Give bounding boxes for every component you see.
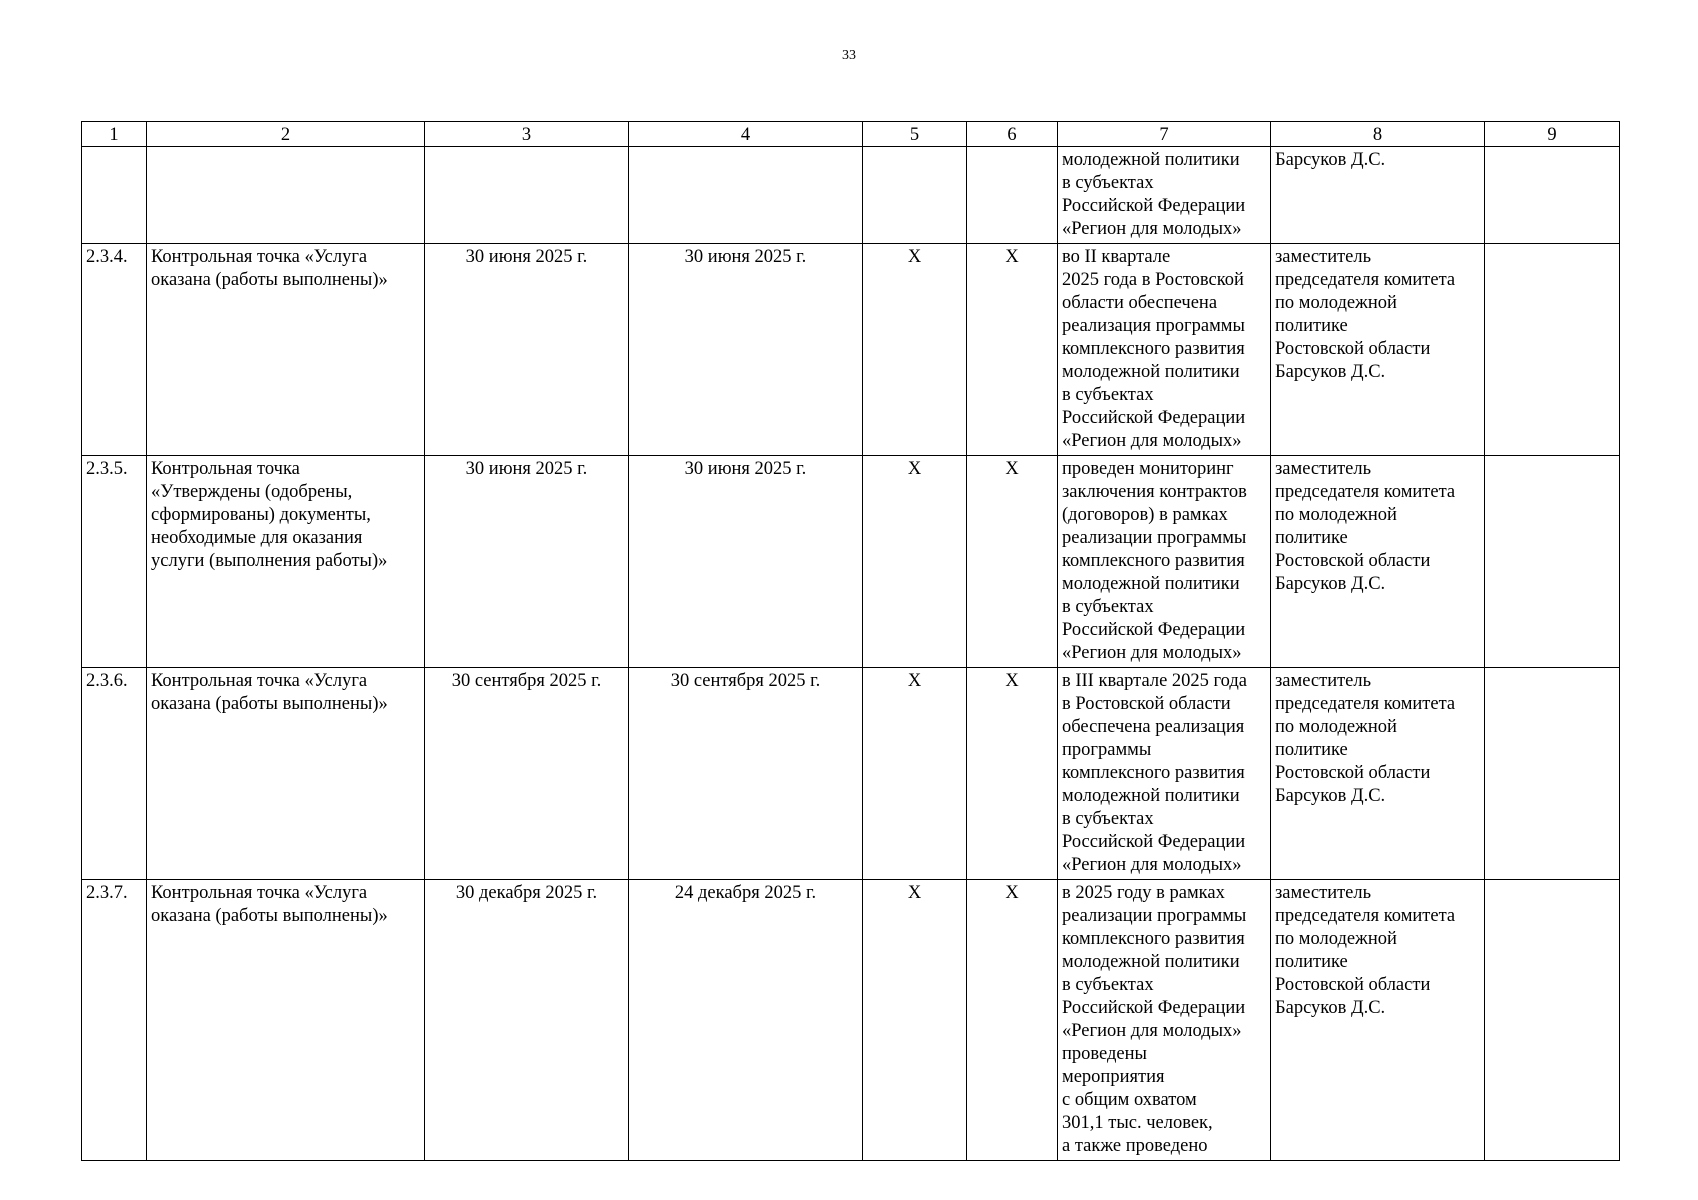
cell-line: Российской Федерации (1062, 832, 1246, 852)
responsible-cell (1271, 244, 1485, 456)
cell-line: (договоров) в рамках (1062, 505, 1228, 525)
cell-line: Контрольная точка «Услуга (151, 247, 368, 267)
cell-line: политике (1275, 952, 1348, 972)
cell-line: обеспечена реализация (1062, 717, 1245, 737)
cell-line: в 2025 году в рамках (1062, 883, 1225, 903)
table-row (82, 880, 1620, 1161)
cell-line: комплексного развития (1062, 763, 1245, 783)
plan-date-cell (425, 147, 629, 244)
cell-text: X (1005, 247, 1019, 267)
fact-date-cell (629, 668, 863, 880)
column-6-cell (967, 668, 1058, 880)
row-number-cell (82, 880, 147, 1161)
column-9-cell (1485, 147, 1620, 244)
cell-line: Ростовской области (1275, 763, 1431, 783)
cell-line: «Регион для молодых» (1062, 431, 1242, 451)
cell-line: проведены (1062, 1044, 1147, 1064)
cell-text: X (907, 247, 922, 267)
cell-line: Барсуков Д.С. (1275, 998, 1386, 1018)
cell-line: молодежной политики (1062, 786, 1240, 806)
column-header-5: 5 (863, 122, 967, 147)
fact-date-cell (629, 147, 863, 244)
cell-line: молодежной политики (1062, 952, 1240, 972)
cell-text: X (1005, 671, 1019, 691)
cell-line: 2025 года в Ростовской (1062, 270, 1244, 290)
column-9-cell (1485, 880, 1620, 1161)
header-row (82, 122, 1620, 147)
cell-line: Барсуков Д.С. (1275, 150, 1386, 170)
cell-line: политике (1275, 316, 1348, 336)
cell-line: сформированы) документы, (151, 505, 371, 525)
responsible-cell (1271, 456, 1485, 668)
cell-line: Контрольная точка (151, 459, 300, 479)
cell-line: Барсуков Д.С. (1275, 574, 1386, 594)
cell-line: по молодежной (1275, 929, 1397, 949)
cell-line: Ростовской области (1275, 551, 1431, 571)
cell-line: а также проведено (1062, 1136, 1208, 1156)
event-name-cell (147, 668, 425, 880)
result-cell (1058, 244, 1271, 456)
cell-line: Контрольная точка «Услуга (151, 883, 368, 903)
cell-line: «Регион для молодых» (1062, 643, 1242, 663)
cell-line: политике (1275, 740, 1348, 760)
cell-text: X (1005, 459, 1019, 479)
column-header-8: 8 (1271, 122, 1485, 147)
cell-text: 30 июня 2025 г. (465, 459, 588, 479)
cell-line: реализации программы (1062, 906, 1247, 926)
column-9-cell (1485, 456, 1620, 668)
plan-date-cell (425, 456, 629, 668)
cell-line: председателя комитета (1275, 906, 1456, 926)
cell-line: Ростовской области (1275, 339, 1431, 359)
cell-text: 30 сентября 2025 г. (670, 671, 821, 691)
cell-text: 2.3.4. (86, 247, 128, 267)
column-5-cell (863, 147, 967, 244)
cell-line: программы (1062, 740, 1152, 760)
cell-line: комплексного развития (1062, 339, 1245, 359)
plan-date-cell (425, 668, 629, 880)
cell-line: в субъектах (1062, 173, 1154, 193)
cell-line: Барсуков Д.С. (1275, 786, 1386, 806)
cell-line: по молодежной (1275, 293, 1397, 313)
fact-date-cell (629, 456, 863, 668)
column-header-2: 2 (147, 122, 425, 147)
cell-text: 30 июня 2025 г. (465, 247, 588, 267)
cell-line: во II квартале (1062, 247, 1171, 267)
cell-text: 2.3.5. (86, 459, 128, 479)
column-6-cell (967, 244, 1058, 456)
column-header-1: 1 (82, 122, 147, 147)
column-6-cell (967, 880, 1058, 1161)
event-name-cell (147, 244, 425, 456)
cell-text: 2.3.7. (86, 883, 128, 903)
cell-line: «Регион для молодых» (1062, 855, 1242, 875)
cell-line: комплексного развития (1062, 551, 1245, 571)
row-number-cell (82, 147, 147, 244)
cell-text: 30 декабря 2025 г. (455, 883, 598, 903)
cell-text: X (907, 883, 922, 903)
cell-text: 24 декабря 2025 г. (674, 883, 817, 903)
cell-line: с общим охватом (1062, 1090, 1197, 1110)
cell-line: «Утверждены (одобрены, (151, 482, 353, 502)
cell-line: комплексного развития (1062, 929, 1245, 949)
cell-line: в Ростовской области (1062, 694, 1231, 714)
column-5-cell (863, 668, 967, 880)
table-row (82, 147, 1620, 244)
responsible-cell (1271, 880, 1485, 1161)
event-name-cell (147, 880, 425, 1161)
cell-text: X (907, 671, 922, 691)
plan-date-cell (425, 880, 629, 1161)
fact-date-cell (629, 244, 863, 456)
cell-line: необходимые для оказания (151, 528, 363, 548)
cell-line: в субъектах (1062, 975, 1154, 995)
cell-line: реализации программы (1062, 528, 1247, 548)
cell-line: 301,1 тыс. человек, (1062, 1113, 1213, 1133)
column-5-cell (863, 880, 967, 1161)
cell-line: в субъектах (1062, 597, 1154, 617)
cell-line: проведен мониторинг (1062, 459, 1234, 479)
column-9-cell (1485, 244, 1620, 456)
cell-text: 30 июня 2025 г. (684, 247, 807, 267)
cell-line: оказана (работы выполнены)» (151, 906, 388, 926)
cell-line: оказана (работы выполнены)» (151, 270, 388, 290)
responsible-cell (1271, 668, 1485, 880)
cell-line: Барсуков Д.С. (1275, 362, 1386, 382)
cell-line: председателя комитета (1275, 694, 1456, 714)
row-number-cell (82, 244, 147, 456)
result-cell (1058, 147, 1271, 244)
cell-line: по молодежной (1275, 505, 1397, 525)
cell-line: по молодежной (1275, 717, 1397, 737)
page-number: 33 (842, 48, 856, 63)
report-table (81, 121, 1620, 1161)
column-header-4: 4 (629, 122, 863, 147)
column-5-cell (863, 244, 967, 456)
cell-text: X (1005, 883, 1019, 903)
column-header-7: 7 (1058, 122, 1271, 147)
column-6-cell (967, 147, 1058, 244)
cell-line: заместитель (1275, 247, 1372, 267)
table-row (82, 244, 1620, 456)
cell-text: X (907, 459, 922, 479)
table-row (82, 668, 1620, 880)
cell-text: 2.3.6. (86, 671, 128, 691)
cell-line: Российской Федерации (1062, 998, 1246, 1018)
cell-line: области обеспечена (1062, 293, 1218, 313)
cell-line: Российской Федерации (1062, 196, 1246, 216)
cell-line: заключения контрактов (1062, 482, 1247, 502)
responsible-cell (1271, 147, 1485, 244)
column-5-cell (863, 456, 967, 668)
cell-line: Контрольная точка «Услуга (151, 671, 368, 691)
column-header-9: 9 (1485, 122, 1620, 147)
cell-line: председателя комитета (1275, 270, 1456, 290)
row-number-cell (82, 456, 147, 668)
fact-date-cell (629, 880, 863, 1161)
column-6-cell (967, 456, 1058, 668)
cell-line: заместитель (1275, 459, 1372, 479)
cell-line: заместитель (1275, 883, 1372, 903)
cell-line: молодежной политики (1062, 362, 1240, 382)
cell-line: мероприятия (1062, 1067, 1165, 1087)
cell-line: Ростовской области (1275, 975, 1431, 995)
cell-line: «Регион для молодых» (1062, 219, 1242, 239)
cell-line: оказана (работы выполнены)» (151, 694, 388, 714)
cell-line: услуги (выполнения работы)» (151, 551, 388, 571)
result-cell (1058, 456, 1271, 668)
table-body (82, 147, 1620, 1161)
cell-text: 30 сентября 2025 г. (451, 671, 602, 691)
cell-line: председателя комитета (1275, 482, 1456, 502)
result-cell (1058, 668, 1271, 880)
cell-line: заместитель (1275, 671, 1372, 691)
cell-line: молодежной политики (1062, 150, 1240, 170)
plan-date-cell (425, 244, 629, 456)
column-header-3: 3 (425, 122, 629, 147)
cell-line: «Регион для молодых» (1062, 1021, 1242, 1041)
column-header-6: 6 (967, 122, 1058, 147)
cell-line: в III квартале 2025 года (1062, 671, 1248, 691)
cell-line: в субъектах (1062, 385, 1154, 405)
column-9-cell (1485, 668, 1620, 880)
cell-line: в субъектах (1062, 809, 1154, 829)
event-name-cell (147, 456, 425, 668)
cell-line: Российской Федерации (1062, 620, 1246, 640)
cell-text: 30 июня 2025 г. (684, 459, 807, 479)
cell-line: Российской Федерации (1062, 408, 1246, 428)
table-row (82, 456, 1620, 668)
cell-line: молодежной политики (1062, 574, 1240, 594)
row-number-cell (82, 668, 147, 880)
result-cell (1058, 880, 1271, 1161)
cell-line: реализация программы (1062, 316, 1245, 336)
event-name-cell (147, 147, 425, 244)
cell-line: политике (1275, 528, 1348, 548)
